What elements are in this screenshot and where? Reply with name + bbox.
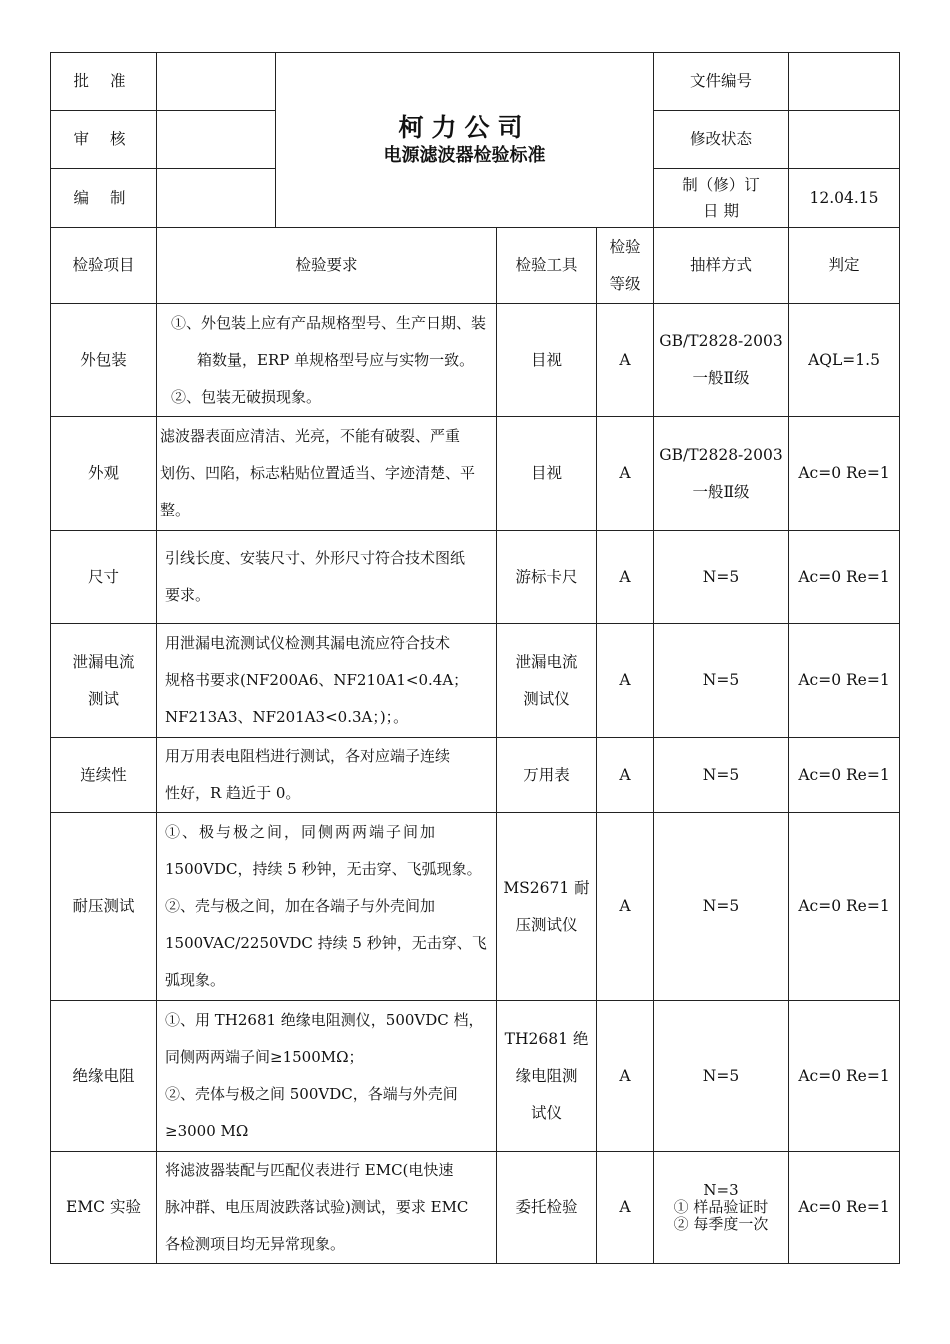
col-tool: 检验工具	[497, 228, 597, 304]
row-level: A	[597, 304, 654, 417]
table-row	[51, 304, 900, 417]
row-level: A	[597, 531, 654, 624]
row-judgment: Ac=0 Re=1	[789, 624, 900, 738]
row-requirement: ①、极与极之间，同侧两两端子间加 1500VDC，持续 5 秒钟，无击穿、飞弧现象。 ②、壳与极之间，加在各端子与外壳间加 1500VAC/2250VDC 持续 5 秒钟，无击穿、飞 弧现象。	[157, 813, 497, 1001]
row-level: A	[597, 1152, 654, 1264]
table-row	[51, 531, 900, 624]
header-row-approve	[51, 53, 900, 111]
row-requirement: 用万用表电阻档进行测试，各对应端子连续 性好，R 趋近于 0。	[157, 738, 497, 813]
review-label: 审 核	[51, 111, 157, 169]
col-sampling: 抽样方式	[654, 228, 789, 304]
row-sampling: N=5	[654, 531, 789, 624]
document-title-block	[276, 53, 654, 228]
row-requirement: 将滤波器装配与匹配仪表进行 EMC(电快速 脉冲群、电压周波跌落试验)测试，要求 EMC 各检测项目均无异常现象。	[157, 1152, 497, 1264]
row-item: 泄漏电流 测试	[51, 624, 157, 738]
row-sampling: N=5	[654, 1001, 789, 1152]
row-judgment: Ac=0 Re=1	[789, 1152, 900, 1264]
row-requirement: 用泄漏电流测试仪检测其漏电流应符合技术 规格书要求(NF200A6、NF210A1<0.4A； NF213A3、NF201A3<0.3A；)；。	[157, 624, 497, 738]
table-row	[51, 624, 900, 738]
doc-number-value	[789, 53, 900, 111]
row-tool: 委托检验	[497, 1152, 597, 1264]
table-row	[51, 813, 900, 1001]
date-value: 12.04.15	[789, 169, 900, 228]
row-judgment: Ac=0 Re=1	[789, 531, 900, 624]
revision-value	[789, 111, 900, 169]
row-sampling: GB/T2828-2003 一般Ⅱ级	[654, 304, 789, 417]
row-item: 尺寸	[51, 531, 157, 624]
inspection-standard-table	[50, 52, 900, 1264]
date-label: 制（修）订 日 期	[654, 169, 789, 228]
review-value	[157, 111, 276, 169]
row-requirement: 滤波器表面应清洁、光亮，不能有破裂、严重 划伤、凹陷，标志粘贴位置适当、字迹清楚、平 整。	[157, 417, 497, 531]
prepare-value	[157, 169, 276, 228]
row-level: A	[597, 624, 654, 738]
table-row	[51, 1001, 900, 1152]
row-item: EMC 实验	[51, 1152, 157, 1264]
table-row	[51, 417, 900, 531]
row-tool: MS2671 耐 压测试仪	[497, 813, 597, 1001]
col-judgment: 判定	[789, 228, 900, 304]
table-row	[51, 738, 900, 813]
column-header-row	[51, 228, 900, 304]
row-sampling: GB/T2828-2003 一般Ⅱ级	[654, 417, 789, 531]
row-requirement: ①、外包装上应有产品规格型号、生产日期、装 箱数量，ERP 单规格型号应与实物一致。 ②、包装无破损现象。	[157, 304, 497, 417]
col-item: 检验项目	[51, 228, 157, 304]
row-requirement: ①、用 TH2681 绝缘电阻测仪，500VDC 档， 同侧两两端子间≥1500MΩ； ②、壳体与极之间 500VDC，各端与外壳间 ≥3000 MΩ	[157, 1001, 497, 1152]
row-requirement: 引线长度、安装尺寸、外形尺寸符合技术图纸 要求。	[157, 531, 497, 624]
table-row	[51, 1152, 900, 1264]
row-tool: 泄漏电流 测试仪	[497, 624, 597, 738]
row-level: A	[597, 1001, 654, 1152]
row-sampling: N=5	[654, 738, 789, 813]
row-sampling: N=5	[654, 624, 789, 738]
row-item: 绝缘电阻	[51, 1001, 157, 1152]
row-judgment: Ac=0 Re=1	[789, 1001, 900, 1152]
row-level: A	[597, 813, 654, 1001]
row-judgment: Ac=0 Re=1	[789, 813, 900, 1001]
prepare-label: 编 制	[51, 169, 157, 228]
row-sampling: N=3 ① 样品验证时 ② 每季度一次	[654, 1152, 789, 1264]
row-tool: 目视	[497, 304, 597, 417]
row-item: 外包装	[51, 304, 157, 417]
col-level: 检验 等级	[597, 228, 654, 304]
row-judgment: AQL=1.5	[789, 304, 900, 417]
revision-label: 修改状态	[654, 111, 789, 169]
col-requirement: 检验要求	[157, 228, 497, 304]
company-name: 柯力公司	[398, 113, 531, 143]
approve-value	[157, 53, 276, 111]
approve-label: 批 准	[51, 53, 157, 111]
row-tool: TH2681 绝 缘电阻测 试仪	[497, 1001, 597, 1152]
document-page	[50, 52, 899, 1264]
row-item: 耐压测试	[51, 813, 157, 1001]
row-sampling: N=5	[654, 813, 789, 1001]
row-tool: 游标卡尺	[497, 531, 597, 624]
row-judgment: Ac=0 Re=1	[789, 738, 900, 813]
row-item: 连续性	[51, 738, 157, 813]
row-level: A	[597, 417, 654, 531]
row-judgment: Ac=0 Re=1	[789, 417, 900, 531]
row-tool: 目视	[497, 417, 597, 531]
row-level: A	[597, 738, 654, 813]
doc-number-label: 文件编号	[654, 53, 789, 111]
row-tool: 万用表	[497, 738, 597, 813]
document-title: 电源滤波器检验标准	[383, 145, 546, 167]
row-item: 外观	[51, 417, 157, 531]
